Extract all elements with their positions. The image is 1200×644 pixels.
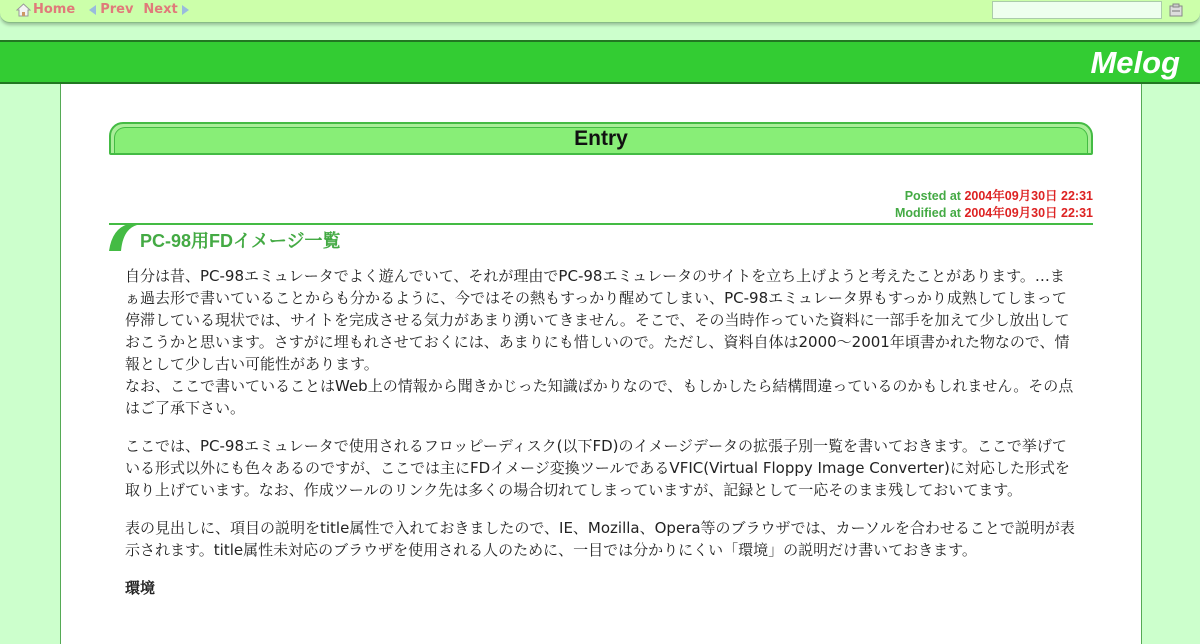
post-body	[125, 265, 1077, 599]
prev-link[interactable]: Prev	[100, 2, 134, 17]
main-content	[60, 84, 1142, 644]
home-link[interactable]: Home	[33, 2, 76, 17]
entry-section-title: Entry	[574, 127, 628, 150]
chevron-right-icon	[182, 5, 189, 15]
modified-date: 2004年09月30日 22:31	[964, 206, 1093, 220]
nav-home[interactable]	[16, 2, 75, 17]
paragraph-2: ここでは、PC-98エミュレータで使用されるフロッピーディスク(以下FD)のイメージデータの拡張子別一覧を書いておきます。ここで挙げている形式以外にも色々あるのですが、ここでは主にFDイメージ変換ツールであるVFIC(Virtual Floppy Image Converter)に対応した形式を取り上げています。なお、作成ツールのリンク先は多くの場合切れてしまっていますが、記録として一応そのまま残しておいてます。	[125, 437, 1070, 499]
entry-title-box	[109, 122, 1093, 155]
title-ornament	[109, 223, 137, 253]
subheading: 環境	[125, 579, 156, 597]
nav-links	[16, 2, 203, 17]
entry-meta	[895, 188, 1093, 222]
nav-next[interactable]	[143, 2, 192, 17]
chevron-left-icon	[89, 5, 96, 15]
paragraph-1	[125, 265, 1077, 419]
search-input[interactable]	[992, 1, 1162, 19]
post-header	[109, 223, 1093, 255]
post-title[interactable]: PC-98用FDイメージ一覧	[140, 231, 341, 251]
home-icon	[16, 3, 31, 17]
top-nav-bar	[0, 0, 1200, 23]
next-link[interactable]: Next	[143, 2, 178, 17]
paragraph-1-text: 自分は昔、PC-98エミュレータでよく遊んでいて、それが理由でPC-98エミュレータのサイトを立ち上げようと考えたことがあります。…まぁ過去形で書いていることからも分かるように、今ではその熱もすっかり醒めてしまい、PC-98エミュレータ界もすっかり成熟してしまって停滞している現状では、サイトを完成させる気力があまり湧いてきません。そこで、その当時作っていた資料に一部手を加えて少し放出しておこうかと思います。さすがに埋もれさせておくには、あまりにも惜しいので。ただし、資料自体は2000～2001年頃書かれた物なので、情報として少し古い可能性があります。	[125, 267, 1070, 373]
site-header	[0, 40, 1200, 84]
site-title[interactable]: Melog	[1090, 45, 1180, 80]
modified-label: Modified at	[894, 206, 961, 220]
paragraph-1-note: なお、ここで書いていることはWeb上の情報から聞きかじった知識ばかりなので、もしかしたら結構間違っているのかもしれません。その点はご了承下さい。	[125, 377, 1074, 417]
posted-date: 2004年09月30日 22:31	[964, 189, 1093, 203]
search-button-icon[interactable]	[1169, 3, 1183, 17]
paragraph-3: 表の見出しに、項目の説明をtitle属性で入れておきましたので、IE、Mozilla、Opera等のブラウザでは、カーソルを合わせることで説明が表示されます。title属性未対応のブラウザを使用される人のために、一目では分かりにくい「環境」の説明だけ書いておきます。	[125, 519, 1075, 559]
nav-prev[interactable]	[85, 2, 133, 17]
posted-label: Posted at	[904, 189, 961, 203]
